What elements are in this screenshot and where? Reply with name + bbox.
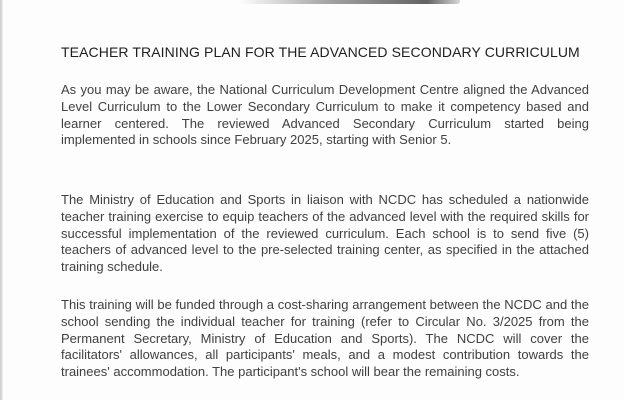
document-title: TEACHER TRAINING PLAN FOR THE ADVANCED SECONDARY CURRICULUM [61, 44, 580, 60]
paragraph-curriculum-alignment: As you may be aware, the National Curriculum Development Centre aligned the Advanced Level Curriculum to the Lower Secondary Curriculum to make it competency based and learner centered. The reviewed Advanced Secondary Curriculum started being implemented in schools since February 2025, starting with Senior 5. [61, 82, 589, 148]
cropped-header-stroke [240, 0, 460, 4]
paragraph-training-exercise: The Ministry of Education and Sports in liaison with NCDC has scheduled a nationwide teacher training exercise to equip teachers of the advanced level with the required skills for successful implementation of the reviewed curriculum. Each school is to send five (5) teachers of advanced level to the pre-selected training center, as specified in the attached training schedule. [61, 192, 589, 275]
paragraph-funding: This training will be funded through a cost-sharing arrangement between the NCDC and the school sending the individual teacher for training (refer to Circular No. 3/2025 from the Permanent Secretary, Ministry of Education and Sports). The NCDC will cover the facilitators' allowances, all participants' meals, and a modest contribution towards the trainees' accommodation. The participant's school will bear the remaining costs. [61, 297, 589, 380]
page-edge-shadow [0, 0, 3, 400]
